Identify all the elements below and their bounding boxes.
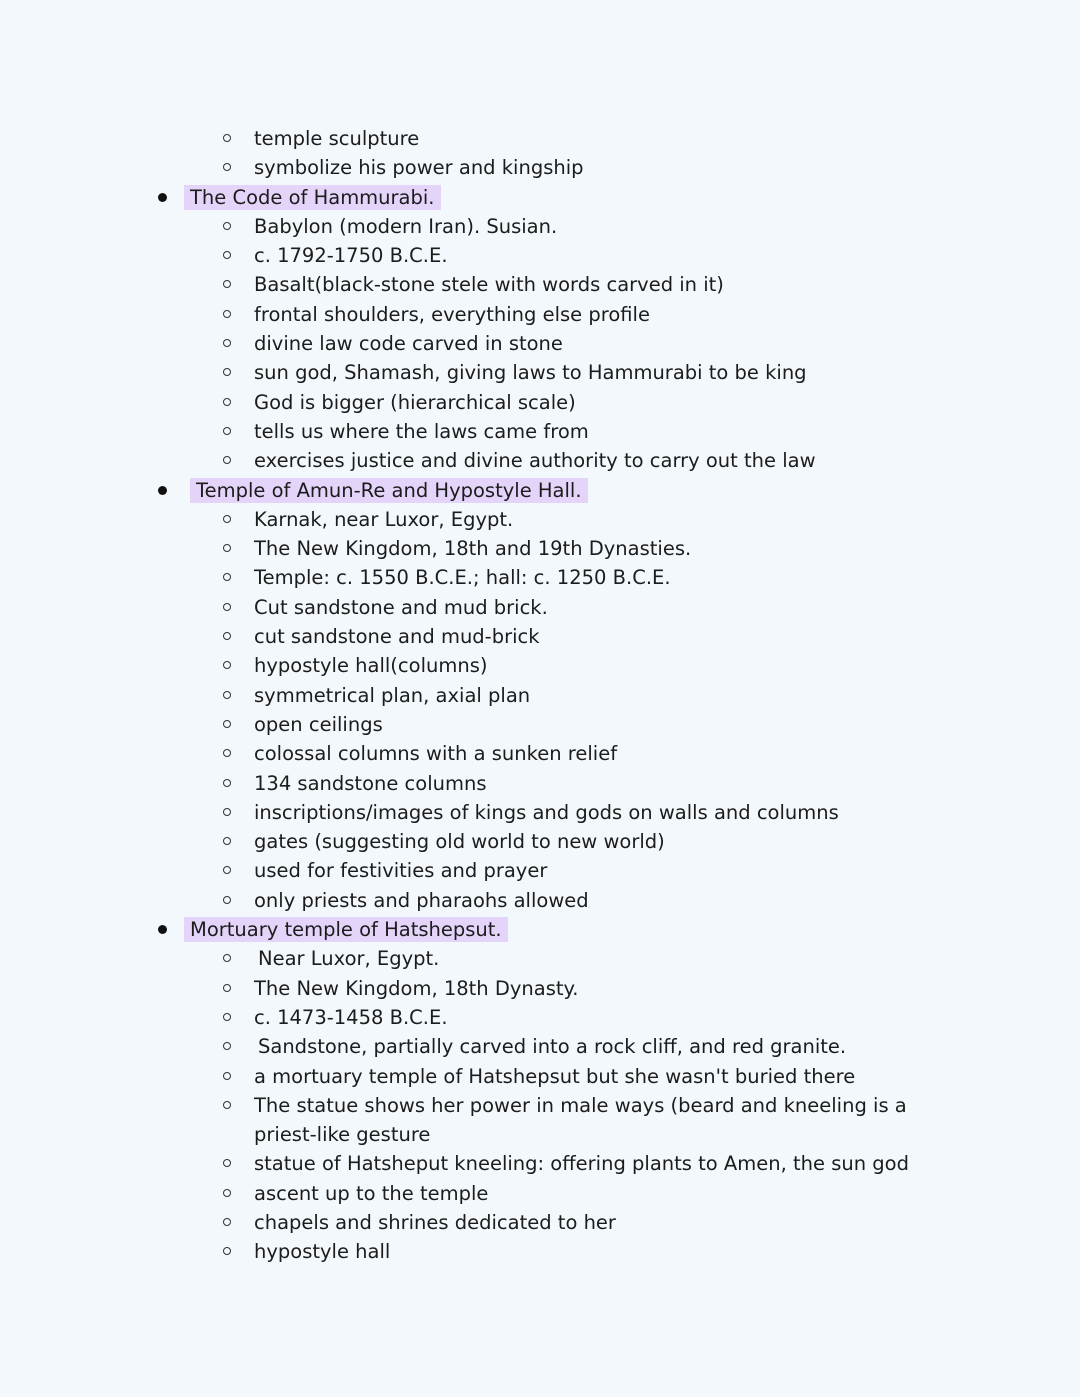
list-item: symbolize his power and kingship [0, 153, 1080, 182]
list-item: chapels and shrines dedicated to her [0, 1208, 1080, 1237]
list-item: hypostyle hall(columns) [0, 651, 1080, 680]
notes-page [0, 124, 1080, 1267]
section-heading: Mortuary temple of Hatshepsut. [0, 915, 1080, 944]
list-item: Temple: c. 1550 B.C.E.; hall: c. 1250 B.C.E. [0, 563, 1080, 592]
hollow-bullet-icon [223, 1101, 231, 1109]
list-item: colossal columns with a sunken relief [0, 739, 1080, 768]
list-item: open ceilings [0, 710, 1080, 739]
list-item: Basalt(black-stone stele with words carved in it) [0, 270, 1080, 299]
list-item: exercises justice and divine authority to carry out the law [0, 446, 1080, 475]
hollow-bullet-icon [223, 222, 231, 230]
section-heading: The Code of Hammurabi. [0, 183, 1080, 212]
list-item: The New Kingdom, 18th and 19th Dynasties. [0, 534, 1080, 563]
hollow-bullet-icon [223, 310, 231, 318]
hollow-bullet-icon [223, 661, 231, 669]
filled-bullet-icon [158, 193, 167, 202]
list-item: hypostyle hall [0, 1237, 1080, 1266]
hollow-bullet-icon [223, 368, 231, 376]
hollow-bullet-icon [223, 573, 231, 581]
list-item: inscriptions/images of kings and gods on walls and columns [0, 798, 1080, 827]
hollow-bullet-icon [223, 134, 231, 142]
hollow-bullet-icon [223, 427, 231, 435]
hollow-bullet-icon [223, 1247, 231, 1255]
list-item: frontal shoulders, everything else profile [0, 300, 1080, 329]
list-item: divine law code carved in stone [0, 329, 1080, 358]
list-item: Cut sandstone and mud brick. [0, 593, 1080, 622]
list-item: Sandstone, partially carved into a rock cliff, and red granite. [0, 1032, 1080, 1061]
hollow-bullet-icon [223, 954, 231, 962]
hollow-bullet-icon [223, 896, 231, 904]
section-heading: Temple of Amun-Re and Hypostyle Hall. [0, 476, 1080, 505]
list-item: Karnak, near Luxor, Egypt. [0, 505, 1080, 534]
filled-bullet-icon [158, 925, 167, 934]
list-item: sun god, Shamash, giving laws to Hammurabi to be king [0, 358, 1080, 387]
hollow-bullet-icon [223, 1072, 231, 1080]
hollow-bullet-icon [223, 603, 231, 611]
list-item: God is bigger (hierarchical scale) [0, 388, 1080, 417]
hollow-bullet-icon [223, 720, 231, 728]
list-item: a mortuary temple of Hatshepsut but she wasn't buried there [0, 1062, 1080, 1091]
list-item: c. 1792-1750 B.C.E. [0, 241, 1080, 270]
hollow-bullet-icon [223, 837, 231, 845]
list-item: c. 1473-1458 B.C.E. [0, 1003, 1080, 1032]
hollow-bullet-icon [223, 251, 231, 259]
list-item: 134 sandstone columns [0, 769, 1080, 798]
hollow-bullet-icon [223, 779, 231, 787]
list-item: The statue shows her power in male ways (beard and kneeling is a [0, 1091, 1080, 1120]
hollow-bullet-icon [223, 544, 231, 552]
filled-bullet-icon [158, 486, 167, 495]
list-item: statue of Hatsheput kneeling: offering plants to Amen, the sun god [0, 1149, 1080, 1178]
list-item: The New Kingdom, 18th Dynasty. [0, 974, 1080, 1003]
hollow-bullet-icon [223, 749, 231, 757]
list-item: ascent up to the temple [0, 1179, 1080, 1208]
hollow-bullet-icon [223, 984, 231, 992]
list-item: Near Luxor, Egypt. [0, 944, 1080, 973]
hollow-bullet-icon [223, 866, 231, 874]
list-item: gates (suggesting old world to new world) [0, 827, 1080, 856]
list-item: tells us where the laws came from [0, 417, 1080, 446]
hollow-bullet-icon [223, 1189, 231, 1197]
hollow-bullet-icon [223, 1159, 231, 1167]
list-item: temple sculpture [0, 124, 1080, 153]
list-item: Babylon (modern Iran). Susian. [0, 212, 1080, 241]
hollow-bullet-icon [223, 691, 231, 699]
hollow-bullet-icon [223, 280, 231, 288]
hollow-bullet-icon [223, 808, 231, 816]
hollow-bullet-icon [223, 515, 231, 523]
list-item: used for festivities and prayer [0, 856, 1080, 885]
hollow-bullet-icon [223, 163, 231, 171]
hollow-bullet-icon [223, 398, 231, 406]
list-item-continuation: priest-like gesture [254, 1123, 431, 1147]
list-item: only priests and pharaohs allowed [0, 886, 1080, 915]
hollow-bullet-icon [223, 456, 231, 464]
list-item: cut sandstone and mud-brick [0, 622, 1080, 651]
hollow-bullet-icon [223, 1013, 231, 1021]
hollow-bullet-icon [223, 632, 231, 640]
hollow-bullet-icon [223, 1042, 231, 1050]
hollow-bullet-icon [223, 339, 231, 347]
list-item: symmetrical plan, axial plan [0, 681, 1080, 710]
hollow-bullet-icon [223, 1218, 231, 1226]
